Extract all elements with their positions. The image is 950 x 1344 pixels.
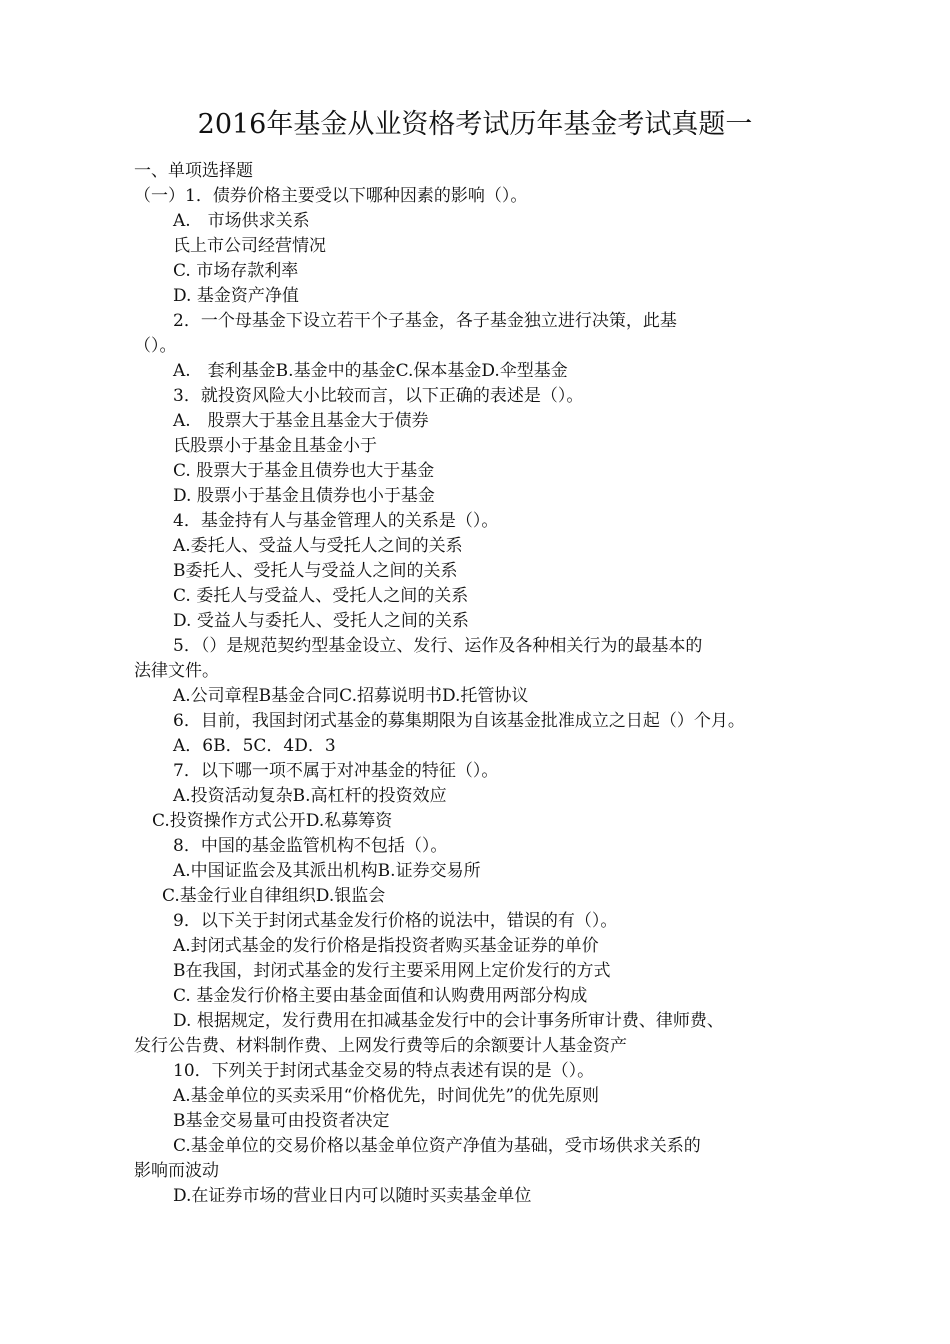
document-title: 2016年基金从业资格考试历年基金考试真题一 [197, 109, 753, 140]
option-line: C.基金单位的交易价格以基金单位资产净值为基础，受市场供求关系的 [173, 1136, 701, 1156]
option-line: A.中国证监会及其派出机构B.证券交易所 [173, 861, 481, 881]
option-line: C. 基金发行价格主要由基金面值和认购费用两部分构成 [173, 986, 588, 1006]
question-continuation: （）。 [134, 336, 177, 356]
option-line: D. 股票小于基金且债券也小于基金 [173, 486, 435, 506]
option-line: 氏上市公司经营情况 [173, 236, 326, 256]
option-line: C. 市场存款利率 [173, 261, 299, 281]
option-line: A.公司章程B基金合同C.招募说明书D.托管协议 [173, 686, 529, 706]
option-line: C.基金行业自律组织D.银监会 [162, 886, 386, 906]
option-continuation: 发行公告费、材料制作费、上网发行费等后的余额要计人基金资产 [134, 1036, 627, 1056]
option-line: D. 根据规定，发行费用在扣减基金发行中的会计事务所审计费、律师费、 [173, 1011, 724, 1031]
question-8: 8．中国的基金监管机构不包括（）。 [173, 836, 448, 856]
option-line: C. 股票大于基金且债券也大于基金 [173, 461, 435, 481]
section-heading: 一、单项选择题 [134, 161, 253, 181]
question-continuation: 法律文件。 [134, 661, 219, 681]
option-line: A. 股票大于基金且基金大于债券 [173, 411, 429, 431]
option-line: A．6B．5C．4D．3 [173, 736, 336, 756]
question-2: 2．一个母基金下设立若干个子基金，各子基金独立进行决策，此基 [173, 311, 677, 331]
question-3: 3．就投资风险大小比较而言，以下正确的表述是（）。 [173, 386, 584, 406]
option-line: A.基金单位的买卖采用“价格优先，时间优先”的优先原则 [173, 1086, 600, 1106]
option-line: C. 委托人与受益人、受托人之间的关系 [173, 586, 469, 606]
question-7: 7．以下哪一项不属于对冲基金的特征（）。 [173, 761, 499, 781]
question-5: 5．（）是规范契约型基金设立、发行、运作及各种相关行为的最基本的 [173, 636, 703, 656]
option-line: A.封闭式基金的发行价格是指投资者购买基金证券的单价 [173, 936, 599, 956]
option-line: A. 市场供求关系 [173, 211, 310, 231]
option-line: A. 套利基金B.基金中的基金C.保本基金D.伞型基金 [173, 361, 568, 381]
option-line: A.投资活动复杂B.高杠杆的投资效应 [173, 786, 447, 806]
option-line: A.委托人、受益人与受托人之间的关系 [173, 536, 463, 556]
option-line: D. 受益人与委托人、受托人之间的关系 [173, 611, 469, 631]
option-line: B基金交易量可由投资者决定 [173, 1111, 390, 1131]
option-continuation: 影响而波动 [134, 1161, 219, 1181]
option-line: B委托人、受托人与受益人之间的关系 [173, 561, 458, 581]
question-10: 10．下列关于封闭式基金交易的特点表述有误的是（）。 [173, 1061, 595, 1081]
option-line: 氏股票小于基金且基金小于 [173, 436, 377, 456]
option-line: D.在证券市场的营业日内可以随时买卖基金单位 [173, 1186, 532, 1206]
question-4: 4．基金持有人与基金管理人的关系是（）。 [173, 511, 499, 531]
option-line: D. 基金资产净值 [173, 286, 299, 306]
question-9: 9．以下关于封闭式基金发行价格的说法中，错误的有（）。 [173, 911, 618, 931]
option-line: B在我国，封闭式基金的发行主要采用网上定价发行的方式 [173, 961, 611, 981]
option-line: C.投资操作方式公开D.私募筹资 [152, 811, 393, 831]
question-6: 6．目前，我国封闭式基金的募集期限为自该基金批准成立之日起（）个月。 [173, 711, 745, 731]
question-1: （一）1．债券价格主要受以下哪种因素的影响（）。 [134, 186, 528, 206]
